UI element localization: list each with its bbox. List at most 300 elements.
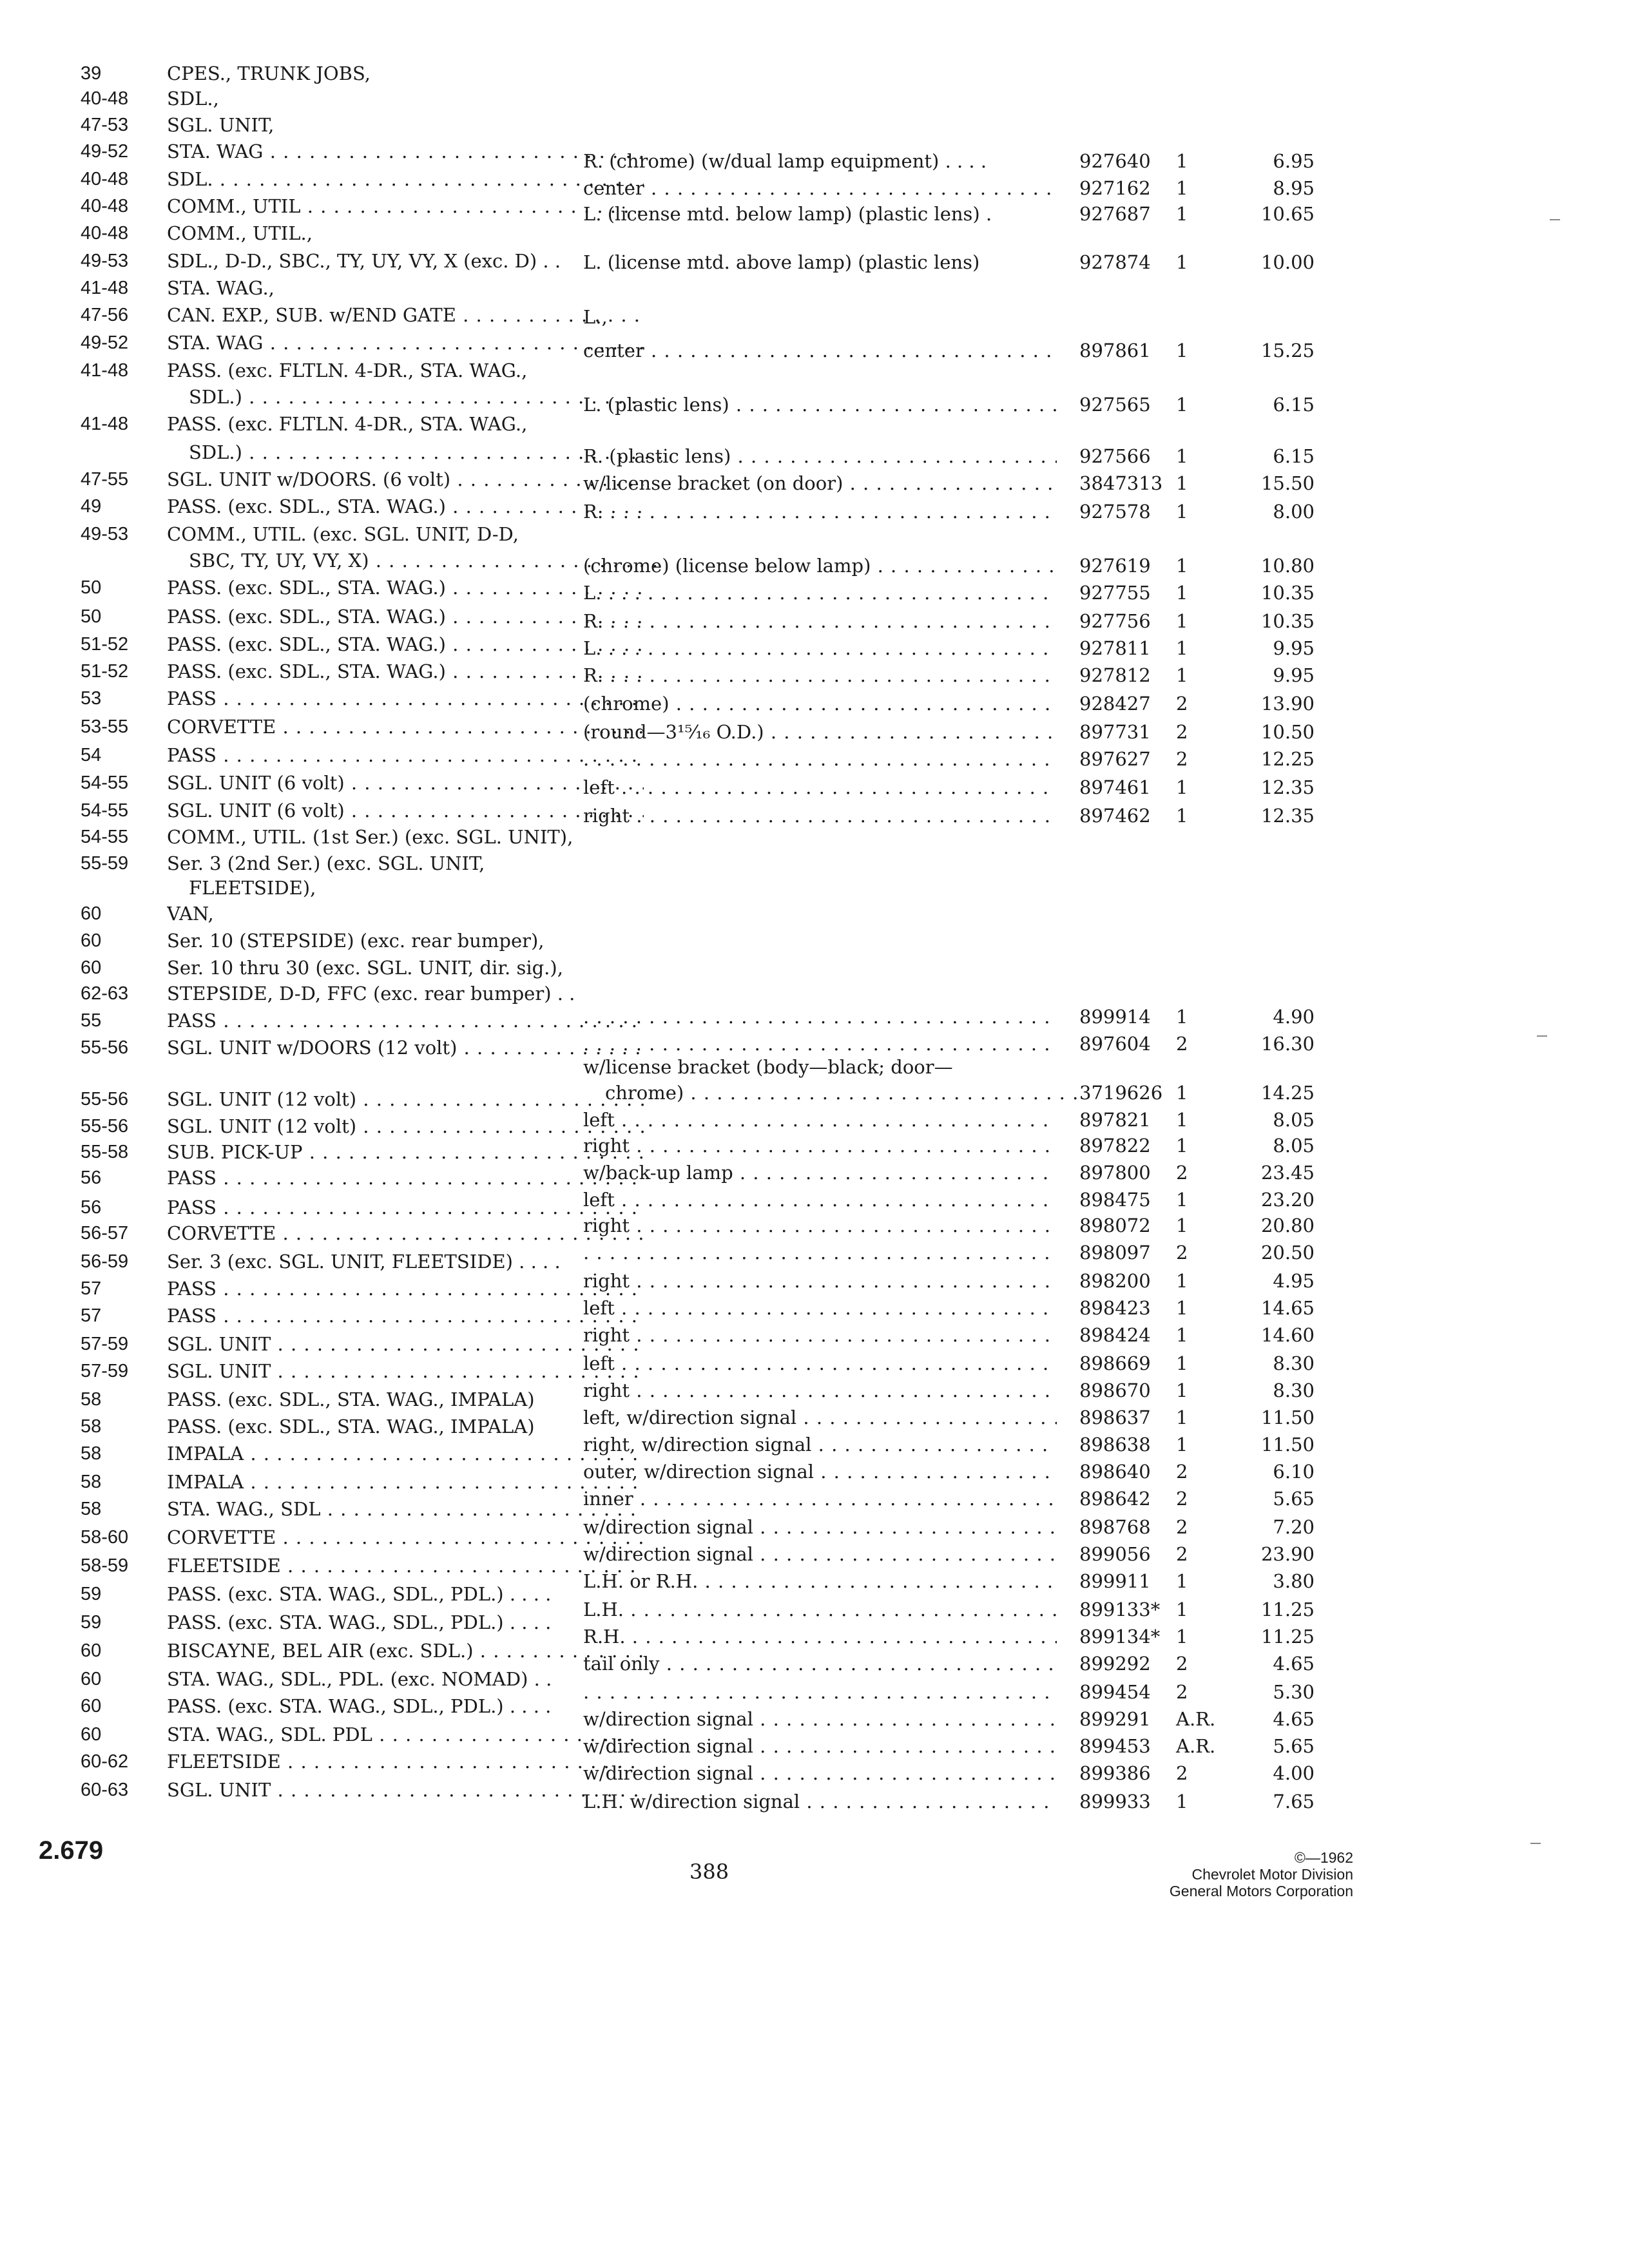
part-number: 898637 bbox=[1079, 1407, 1151, 1428]
model-year: 59 bbox=[81, 1584, 102, 1604]
description-text: right . . . bbox=[583, 1135, 1057, 1157]
model-description bbox=[167, 602, 644, 631]
quantity: 1 bbox=[1176, 1270, 1188, 1292]
model-description bbox=[167, 1302, 644, 1330]
description-text: PASS . . . bbox=[167, 687, 644, 709]
part-number: 927812 bbox=[1079, 664, 1151, 686]
model-year: 54-55 bbox=[81, 800, 129, 821]
part-description bbox=[583, 1430, 1057, 1459]
list-price: 3.80 bbox=[1273, 1570, 1315, 1592]
description-text: SBC, TY, UY, VY, X) . . . bbox=[189, 550, 666, 572]
index-row bbox=[81, 602, 648, 631]
quantity: 2 bbox=[1176, 1681, 1188, 1703]
description-text: right, w/direction signal . . . bbox=[583, 1434, 1057, 1456]
description-text: right . . . bbox=[583, 1324, 1057, 1346]
description-text: CPES., TRUNK JOBS, bbox=[167, 62, 371, 84]
model-year: 55-56 bbox=[81, 1116, 129, 1137]
quantity: 1 bbox=[1176, 1352, 1188, 1374]
list-price: 7.65 bbox=[1273, 1791, 1315, 1812]
list-price: 6.95 bbox=[1273, 150, 1315, 172]
description-text: Ser. 10 thru 30 (exc. SGL. UNIT, dir. sig.), bbox=[167, 957, 563, 979]
description-text: PASS . . . bbox=[167, 1305, 644, 1327]
quantity: 1 bbox=[1176, 582, 1188, 604]
part-row bbox=[583, 718, 1318, 746]
index-row bbox=[81, 684, 648, 713]
model-description bbox=[167, 111, 644, 139]
list-price: 11.25 bbox=[1260, 1626, 1315, 1648]
description-text: STA. WAG., SDL . . . bbox=[167, 1498, 644, 1520]
index-row bbox=[81, 796, 648, 825]
model-description bbox=[167, 979, 644, 1008]
part-number: 897731 bbox=[1079, 721, 1151, 743]
part-description bbox=[583, 773, 1057, 802]
list-price: 8.05 bbox=[1273, 1135, 1315, 1157]
model-description bbox=[167, 1439, 644, 1468]
description-text: STA. WAG., bbox=[167, 277, 275, 299]
model-description bbox=[167, 1330, 644, 1358]
part-description bbox=[583, 579, 1057, 607]
quantity: 2 bbox=[1176, 1033, 1188, 1055]
model-year: 55-56 bbox=[81, 1037, 129, 1058]
part-row bbox=[583, 1238, 1318, 1267]
model-description bbox=[167, 1692, 644, 1720]
index-row bbox=[81, 1219, 648, 1247]
description-text: left . . . bbox=[583, 1352, 1057, 1374]
index-row bbox=[81, 874, 648, 902]
list-price: 9.95 bbox=[1273, 637, 1315, 659]
description-text: outer, w/direction signal . . . bbox=[583, 1461, 1057, 1483]
part-description bbox=[583, 1567, 1057, 1595]
part-number: 927811 bbox=[1079, 637, 1151, 659]
index-row bbox=[81, 111, 648, 139]
part-row bbox=[583, 1294, 1318, 1322]
part-row bbox=[583, 1513, 1318, 1541]
model-year: 60 bbox=[81, 1724, 102, 1745]
part-description bbox=[583, 497, 1057, 526]
description-text: PASS. (exc. FLTLN. 4-DR., STA. WAG., bbox=[167, 360, 528, 381]
model-year: 60 bbox=[81, 957, 102, 978]
model-year: 57-59 bbox=[81, 1361, 129, 1381]
description-text: R.H. . . . bbox=[583, 1626, 1057, 1648]
description-text: left, w/direction signal . . . bbox=[583, 1407, 1057, 1428]
description-text bbox=[583, 748, 1057, 770]
part-number: 899291 bbox=[1079, 1708, 1151, 1730]
quantity: 1 bbox=[1176, 1626, 1188, 1648]
list-price: 6.10 bbox=[1273, 1461, 1315, 1483]
description-text: left . . . bbox=[583, 1189, 1057, 1211]
model-year: 49-53 bbox=[81, 524, 129, 544]
model-year: 57-59 bbox=[81, 1334, 129, 1354]
index-row bbox=[81, 1495, 648, 1523]
part-number: 898097 bbox=[1079, 1242, 1151, 1264]
model-year: 60 bbox=[81, 1669, 102, 1689]
part-description bbox=[583, 1294, 1057, 1322]
quantity: 1 bbox=[1176, 1434, 1188, 1456]
description-text: left . . . bbox=[583, 776, 1057, 798]
part-number: 899292 bbox=[1079, 1653, 1151, 1675]
model-description bbox=[167, 84, 644, 113]
part-row bbox=[583, 1540, 1318, 1568]
description-text: L. (plastic lens) . . . bbox=[583, 394, 1057, 416]
description-text: PASS . . . bbox=[167, 1010, 644, 1032]
part-row bbox=[583, 147, 1318, 175]
model-year: 49-52 bbox=[81, 332, 129, 353]
model-year: 60-63 bbox=[81, 1780, 129, 1800]
description-text: w/direction signal . . . bbox=[583, 1516, 1057, 1538]
description-text: BISCAYNE, BEL AIR (exc. SDL.) . . . bbox=[167, 1640, 644, 1662]
description-text: SGL. UNIT w/DOORS. (6 volt) . . . bbox=[167, 468, 644, 490]
model-description bbox=[167, 1247, 644, 1276]
list-price: 7.20 bbox=[1273, 1516, 1315, 1538]
part-row bbox=[583, 1003, 1318, 1031]
description-text: STA. WAG., SDL., PDL. (exc. NOMAD) . . bbox=[167, 1668, 552, 1690]
index-row bbox=[81, 573, 648, 602]
part-number: 927687 bbox=[1079, 203, 1151, 225]
part-description bbox=[583, 1678, 1057, 1706]
model-description bbox=[167, 1033, 644, 1062]
model-description bbox=[167, 274, 644, 302]
model-description bbox=[167, 1468, 644, 1496]
description-text: FLEETSIDE . . . bbox=[167, 1751, 644, 1773]
index-row bbox=[81, 1776, 648, 1804]
part-description bbox=[583, 442, 1057, 470]
index-row bbox=[81, 741, 648, 769]
model-description bbox=[167, 219, 644, 247]
list-price: 8.30 bbox=[1273, 1352, 1315, 1374]
description-text: CORVETTE . . . bbox=[167, 1526, 644, 1548]
part-row bbox=[583, 1622, 1318, 1651]
index-row bbox=[81, 630, 648, 658]
quantity: 1 bbox=[1176, 177, 1188, 199]
model-year: 41-48 bbox=[81, 278, 129, 298]
list-price: 11.50 bbox=[1260, 1407, 1315, 1428]
description-text bbox=[583, 1033, 1057, 1055]
model-description bbox=[167, 1357, 644, 1385]
description-text: SGL. UNIT w/DOORS (12 volt) . . . bbox=[167, 1037, 644, 1059]
list-price: 15.50 bbox=[1260, 472, 1315, 494]
part-row bbox=[583, 336, 1318, 365]
part-row bbox=[583, 1457, 1318, 1486]
model-year: 41-48 bbox=[81, 360, 129, 381]
part-description bbox=[583, 689, 1057, 718]
description-text: right . . . bbox=[583, 1379, 1057, 1401]
model-description bbox=[167, 927, 644, 955]
description-text: right . . . bbox=[583, 1215, 1057, 1236]
index-row bbox=[81, 247, 648, 275]
description-text: STA. WAG . . . bbox=[167, 140, 644, 162]
description-text: L.H. . . . bbox=[583, 1599, 1057, 1620]
description-text: w/direction signal . . . bbox=[583, 1543, 1057, 1565]
index-row bbox=[81, 1580, 648, 1608]
description-text: chrome) . . . bbox=[605, 1082, 1079, 1104]
part-description bbox=[583, 1106, 1057, 1134]
part-number: 897462 bbox=[1079, 805, 1151, 827]
part-number: 898423 bbox=[1079, 1297, 1151, 1319]
part-row bbox=[583, 661, 1318, 689]
model-description bbox=[167, 492, 644, 521]
part-number: 897461 bbox=[1079, 776, 1151, 798]
part-number: 899056 bbox=[1079, 1543, 1151, 1565]
description-text: PASS. (exc. SDL., STA. WAG.) . . . bbox=[167, 495, 644, 517]
index-row bbox=[81, 1330, 648, 1358]
part-row bbox=[583, 1158, 1318, 1187]
part-number: 898638 bbox=[1079, 1434, 1151, 1456]
list-price: 4.90 bbox=[1273, 1006, 1315, 1028]
quantity: 1 bbox=[1176, 1379, 1188, 1401]
index-row bbox=[81, 438, 648, 466]
part-description bbox=[583, 390, 1057, 419]
list-price: 4.00 bbox=[1273, 1762, 1315, 1784]
model-year: 51-52 bbox=[81, 661, 129, 682]
index-row bbox=[81, 1033, 648, 1062]
quantity: 1 bbox=[1176, 501, 1188, 523]
model-year: 58 bbox=[81, 1499, 102, 1519]
part-row bbox=[583, 745, 1318, 773]
list-price: 10.00 bbox=[1260, 251, 1315, 273]
description-text: COMM., UTIL. (1st Ser.) (exc. SGL. UNIT), bbox=[167, 826, 574, 848]
description-text: SDL.) . . . bbox=[189, 386, 666, 408]
index-row bbox=[81, 713, 648, 741]
part-row bbox=[583, 1106, 1318, 1134]
model-description bbox=[167, 165, 644, 193]
part-description bbox=[583, 1267, 1057, 1295]
part-number: 899454 bbox=[1079, 1681, 1151, 1703]
description-text: w/back-up lamp . . . bbox=[583, 1162, 1057, 1184]
part-row bbox=[583, 1211, 1318, 1240]
index-row bbox=[81, 465, 648, 494]
index-row bbox=[81, 59, 648, 88]
model-description bbox=[167, 520, 644, 548]
model-description bbox=[167, 741, 644, 769]
part-row bbox=[583, 390, 1318, 419]
index-row bbox=[81, 979, 648, 1008]
part-row bbox=[583, 469, 1318, 497]
description-text: L. (license mtd. below lamp) (plastic lens) . bbox=[583, 203, 992, 225]
index-row bbox=[81, 192, 648, 220]
model-year: 49-53 bbox=[81, 251, 129, 271]
description-text: SDL., D-D., SBC., TY, UY, VY, X (exc. D) . . bbox=[167, 250, 561, 272]
part-row bbox=[583, 802, 1318, 830]
index-row bbox=[81, 823, 648, 851]
model-description bbox=[167, 1608, 644, 1637]
part-description bbox=[583, 1759, 1057, 1787]
description-text: w/license bracket (body—black; door— bbox=[583, 1056, 953, 1078]
part-description bbox=[583, 1321, 1057, 1349]
model-description bbox=[167, 1523, 644, 1552]
description-text: right . . . bbox=[583, 805, 1057, 827]
quantity: A.R. bbox=[1176, 1708, 1216, 1730]
part-number: 927756 bbox=[1079, 610, 1151, 632]
model-description bbox=[167, 1776, 644, 1804]
part-row bbox=[583, 303, 1318, 331]
quantity: A.R. bbox=[1176, 1735, 1216, 1757]
part-row bbox=[583, 1787, 1318, 1816]
description-text: left . . . bbox=[583, 1109, 1057, 1131]
list-price: 4.95 bbox=[1273, 1270, 1315, 1292]
part-row bbox=[583, 1567, 1318, 1595]
quantity: 2 bbox=[1176, 693, 1188, 715]
part-row bbox=[583, 1705, 1318, 1733]
quantity: 1 bbox=[1176, 251, 1188, 273]
model-description bbox=[167, 1274, 644, 1303]
list-price: 14.65 bbox=[1260, 1297, 1315, 1319]
part-row bbox=[583, 1732, 1318, 1760]
model-description bbox=[167, 874, 666, 902]
description-text: L., bbox=[583, 306, 608, 328]
quantity: 1 bbox=[1176, 664, 1188, 686]
model-description bbox=[167, 465, 644, 494]
index-row bbox=[81, 1439, 648, 1468]
page-number: 388 bbox=[689, 1860, 729, 1884]
model-year: 58-59 bbox=[81, 1555, 129, 1576]
model-description bbox=[167, 247, 644, 275]
model-year: 56-57 bbox=[81, 1223, 129, 1244]
model-description bbox=[167, 1219, 644, 1247]
part-description bbox=[583, 1158, 1057, 1187]
list-price: 6.15 bbox=[1273, 394, 1315, 416]
index-row bbox=[81, 1720, 648, 1749]
index-row bbox=[81, 520, 648, 548]
quantity: 1 bbox=[1176, 1082, 1188, 1104]
part-row bbox=[583, 689, 1318, 718]
index-row bbox=[81, 356, 648, 385]
index-row bbox=[81, 769, 648, 797]
part-row bbox=[583, 497, 1318, 526]
part-description bbox=[583, 718, 1057, 746]
part-description bbox=[583, 1003, 1057, 1031]
description-text: R. (chrome) (w/dual lamp equipment) . . . . bbox=[583, 150, 987, 172]
part-description bbox=[583, 1403, 1057, 1432]
description-text: CORVETTE . . . bbox=[167, 716, 644, 738]
description-text: SGL. UNIT (6 volt) . . . bbox=[167, 772, 644, 794]
model-description bbox=[167, 59, 644, 88]
model-year: 58 bbox=[81, 1389, 102, 1410]
part-number: 898669 bbox=[1079, 1352, 1151, 1374]
index-row bbox=[81, 1274, 648, 1303]
part-number: 897821 bbox=[1079, 1109, 1151, 1131]
part-number: 897604 bbox=[1079, 1033, 1151, 1055]
part-description bbox=[583, 1376, 1057, 1405]
part-description bbox=[583, 147, 1057, 175]
index-row bbox=[81, 137, 648, 166]
index-row bbox=[81, 329, 648, 357]
description-text: PASS. (exc. SDL., STA. WAG., IMPALA) bbox=[167, 1389, 535, 1410]
model-description bbox=[167, 356, 644, 385]
model-description bbox=[167, 1412, 644, 1441]
description-text: PASS. (exc. FLTLN. 4-DR., STA. WAG., bbox=[167, 413, 528, 435]
list-price: 5.65 bbox=[1273, 1735, 1315, 1757]
description-text: center . . . bbox=[583, 340, 1057, 361]
index-row bbox=[81, 546, 648, 575]
model-year: 55-59 bbox=[81, 853, 129, 874]
model-year: 60 bbox=[81, 1640, 102, 1661]
list-price: 12.35 bbox=[1260, 805, 1315, 827]
part-row bbox=[583, 1403, 1318, 1432]
list-price: 16.30 bbox=[1260, 1033, 1315, 1055]
part-number: 899134* bbox=[1079, 1626, 1161, 1648]
model-year: 50 bbox=[81, 606, 102, 627]
description-text: STEPSIDE, D-D, FFC (exc. rear bumper) . . bbox=[167, 983, 575, 1004]
part-description bbox=[583, 634, 1057, 662]
model-year: 54-55 bbox=[81, 827, 129, 847]
description-text: COMM., UTIL . . . bbox=[167, 195, 644, 217]
model-description bbox=[167, 1193, 644, 1222]
part-row bbox=[583, 1376, 1318, 1405]
quantity: 2 bbox=[1176, 1516, 1188, 1538]
quantity: 1 bbox=[1176, 1599, 1188, 1620]
description-text: SDL.) . . . bbox=[189, 441, 666, 463]
list-price: 8.30 bbox=[1273, 1379, 1315, 1401]
part-row bbox=[583, 579, 1318, 607]
model-description bbox=[167, 1495, 644, 1523]
list-price: 13.90 bbox=[1260, 693, 1315, 715]
part-row bbox=[583, 442, 1318, 470]
index-row bbox=[81, 657, 648, 686]
model-year: 54-55 bbox=[81, 773, 129, 793]
model-description bbox=[167, 1006, 644, 1035]
index-row bbox=[81, 1164, 648, 1192]
index-row bbox=[81, 301, 648, 329]
description-text: FLEETSIDE), bbox=[189, 877, 316, 899]
description-text: w/direction signal . . . bbox=[583, 1708, 1057, 1730]
quantity: 1 bbox=[1176, 1570, 1188, 1592]
quantity: 1 bbox=[1176, 394, 1188, 416]
description-text: PASS . . . bbox=[167, 1278, 644, 1300]
model-description bbox=[167, 1665, 644, 1693]
model-description bbox=[167, 1552, 644, 1580]
part-number: 927565 bbox=[1079, 394, 1151, 416]
description-text: (round—3¹⁵⁄₁₆ O.D.) . . . bbox=[583, 721, 1057, 743]
list-price: 10.80 bbox=[1260, 555, 1315, 577]
description-text: (chrome) . . . bbox=[583, 693, 1057, 715]
quantity: 2 bbox=[1176, 721, 1188, 743]
quantity: 1 bbox=[1176, 805, 1188, 827]
model-year: 60-62 bbox=[81, 1751, 129, 1772]
list-price: 20.50 bbox=[1260, 1242, 1315, 1264]
quantity: 2 bbox=[1176, 1653, 1188, 1675]
model-year: 51-52 bbox=[81, 634, 129, 655]
part-description bbox=[583, 1079, 1079, 1107]
quantity: 1 bbox=[1176, 637, 1188, 659]
model-year: 55-56 bbox=[81, 1089, 129, 1110]
part-row bbox=[583, 1053, 1318, 1081]
quantity: 1 bbox=[1176, 1791, 1188, 1812]
part-number: 898768 bbox=[1079, 1516, 1151, 1538]
list-price: 11.25 bbox=[1260, 1599, 1315, 1620]
part-number: 898200 bbox=[1079, 1270, 1151, 1292]
part-description bbox=[583, 661, 1057, 689]
model-year: 58 bbox=[81, 1416, 102, 1437]
description-text: STA. WAG., SDL. PDL . . . bbox=[167, 1724, 644, 1745]
list-price: 14.60 bbox=[1260, 1324, 1315, 1346]
description-text: SGL. UNIT (12 volt) . . . bbox=[167, 1115, 644, 1137]
description-text: R. . . . bbox=[583, 501, 1057, 523]
part-description bbox=[583, 1131, 1057, 1160]
description-text: L. . . . bbox=[583, 637, 1057, 659]
part-row bbox=[583, 1321, 1318, 1349]
model-year: 40-48 bbox=[81, 88, 129, 109]
list-price: 23.45 bbox=[1260, 1162, 1315, 1184]
description-text: R. . . . bbox=[583, 610, 1057, 632]
index-row bbox=[81, 1665, 648, 1693]
description-text: SGL. UNIT (12 volt) . . . bbox=[167, 1088, 644, 1110]
description-text: CAN. EXP., SUB. w/END GATE . . . bbox=[167, 304, 644, 326]
index-row bbox=[81, 1412, 648, 1441]
index-row bbox=[81, 274, 648, 302]
part-number: 899386 bbox=[1079, 1762, 1151, 1784]
model-year: 47-55 bbox=[81, 469, 129, 490]
description-text: left . . . bbox=[583, 1297, 1057, 1319]
